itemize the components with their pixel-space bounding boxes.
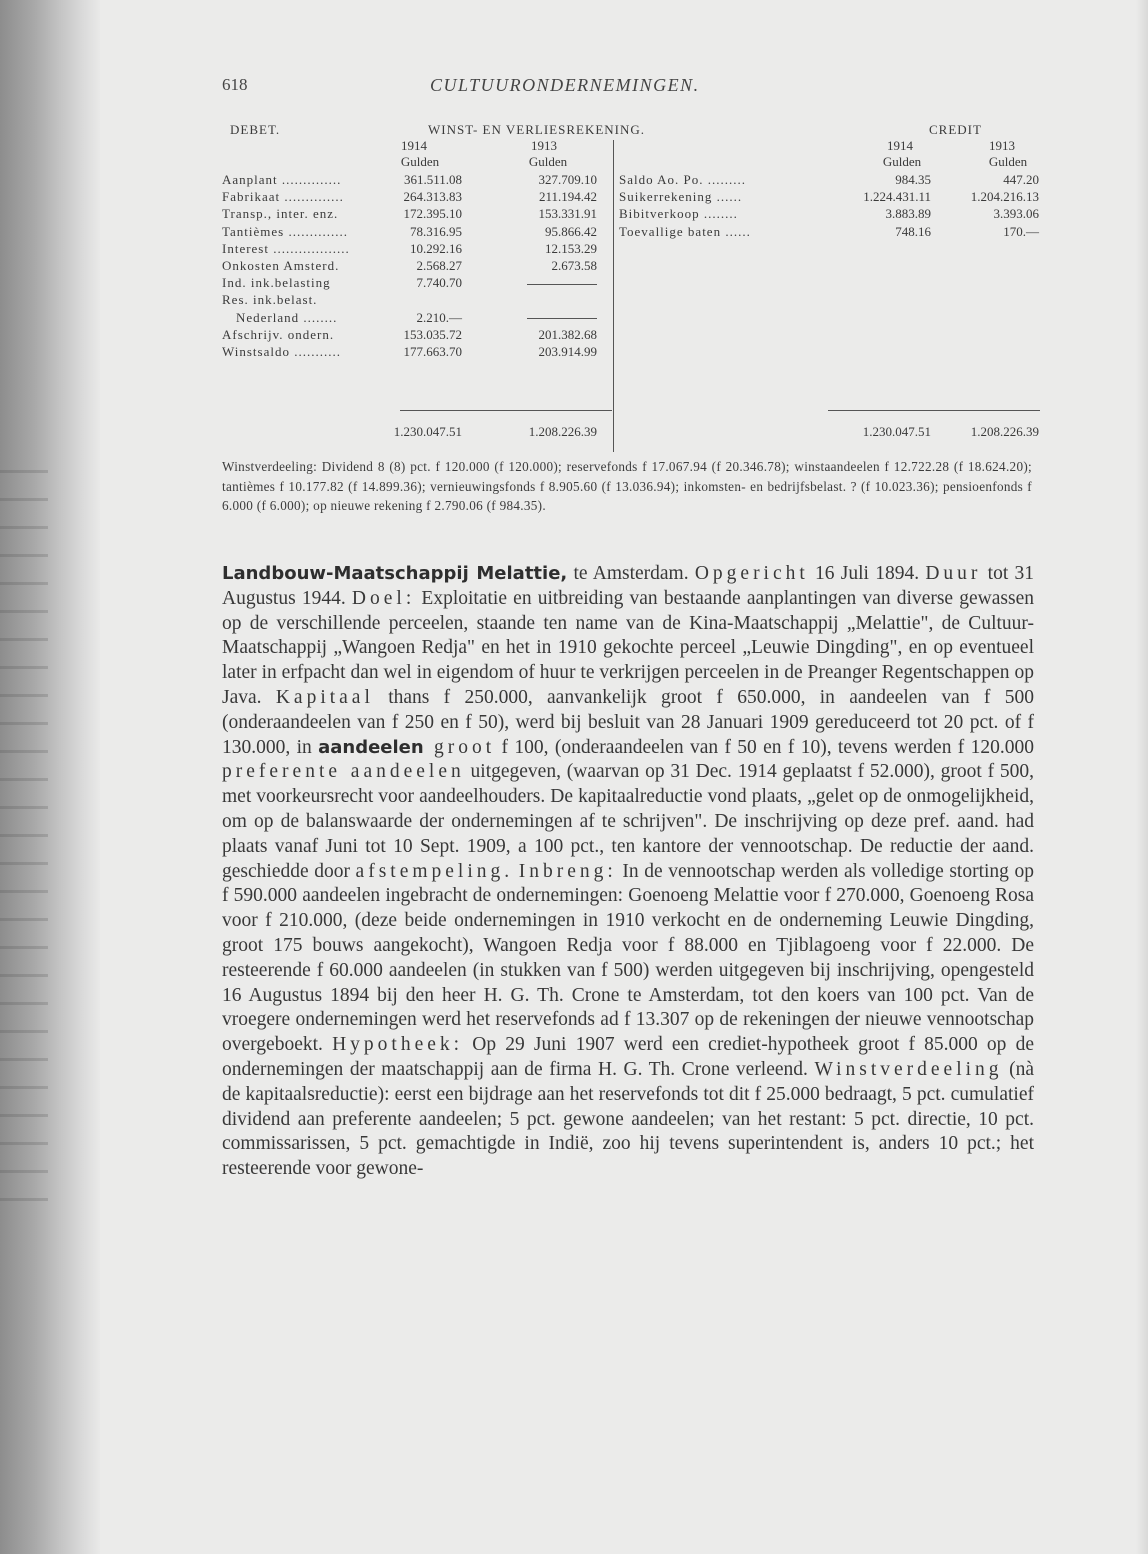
value-1913: 153.331.91 — [538, 206, 597, 222]
label-afstempeling: afstempeling. — [355, 860, 514, 882]
company-entry — [222, 562, 1034, 1182]
credit-year-1913: 1913 — [989, 138, 1015, 153]
value-1913-nil-dash — [487, 274, 597, 291]
entry-text: 16 Juli 1894. — [808, 563, 926, 584]
debet-rows — [222, 171, 612, 360]
value-1914: 78.316.95 — [410, 223, 462, 239]
value-1913: 203.914.99 — [538, 343, 597, 359]
column-divider — [613, 140, 614, 452]
credit-total-1913: 1.208.226.39 — [970, 424, 1039, 439]
value-1914: 984.35 — [895, 172, 931, 187]
row-label: Afschrijv. ondern. — [222, 326, 335, 342]
debet-total-1913: 1.208.226.39 — [528, 424, 597, 439]
page-right-edge — [1136, 0, 1148, 1554]
row-label: Fabrikaat .............. — [222, 189, 344, 205]
debet-sum-rule — [400, 410, 612, 411]
row-label: Toevallige baten ...... — [619, 223, 751, 239]
table-row — [222, 309, 612, 326]
row-label: Onkosten Amsterd. — [222, 257, 340, 273]
row-label: Transp., inter. enz. — [222, 206, 339, 222]
value-1914: 2.568.27 — [416, 257, 462, 273]
table-row — [222, 223, 612, 240]
table-row — [222, 257, 612, 274]
credit-unit-1913: Gulden — [988, 154, 1028, 169]
value-1914: 361.511.08 — [403, 172, 462, 187]
table-row — [222, 240, 612, 257]
label-duur: Duur — [925, 563, 982, 584]
value-1914: 748.16 — [895, 223, 931, 239]
company-name: Landbouw-Maatschappij Melattie, — [222, 563, 568, 584]
profit-loss-account-table — [222, 122, 1044, 452]
debet-year-1914: 1914 — [401, 138, 427, 153]
table-row — [619, 171, 1044, 188]
value-1914: 10.292.16 — [410, 240, 462, 256]
value-1913: 170.— — [1003, 223, 1039, 239]
credit-unit-1914: Gulden — [882, 154, 922, 169]
value-1913: 2.673.58 — [551, 257, 597, 273]
debet-year-1913: 1913 — [531, 138, 557, 153]
profit-distribution-note: Winstverdeeling: Dividend 8 (8) pct. f 120.000 (f 120.000); reservefonds f 17.067.94 (f 20.346.78); winstaandeelen f 12.722.28 (f 18.624.20); tantièmes f 10.177.82 (f 14.899.36); vernieuwingsfonds f 8.905.60 (f 13.036.94); inkomsten- en bedrijfsbelast. ? (f 10.023.36); pensioenfonds f 6.000 (f 6.000); op nieuwe rekening f 2.790.06 (f 984.35). — [222, 459, 1032, 513]
entry-paragraph — [222, 562, 1034, 1182]
table-row — [222, 205, 612, 222]
row-label: Nederland ........ — [236, 309, 338, 325]
table-row — [619, 223, 1044, 240]
entry-text: uitgegeven, (waarvan op 31 Dec. 1914 geplaatst f 52.000), groot f 500, met voorkeursrecht voor aandeelhouders. De kapitaalreductie vond plaats, „gelet op de onmogelijkheid, om op de balanswaarde der ondernemingen af te schrijven". De inschrijving op deze pref. aand. had plaats vanaf Juni tot 10 Sept. 1909, a 100 pct., ten kantore der vennootschap. De reductie der aand. geschiedde door — [222, 761, 1034, 882]
label-aandeelen: aandeelen — [318, 736, 424, 758]
credit-sum-rule — [828, 410, 1040, 411]
entry-text: te Amsterdam. — [567, 563, 695, 584]
credit-total-1914: 1.230.047.51 — [862, 424, 931, 439]
value-1914: 177.663.70 — [403, 343, 462, 359]
entry-text: f 100, (onderaandeelen van f 50 en f 10), tevens werden f 120.000 — [495, 736, 1034, 758]
value-1913: 95.866.42 — [545, 223, 597, 239]
credit-heading: CREDIT — [929, 122, 982, 137]
value-1914: 264.313.83 — [403, 189, 462, 205]
entry-text: In de vennootschap werden als volledige storting op f 590.000 aandeelen ingebracht de ondernemingen: Goenoeng Melattie voor f 270.000, Goenoeng Rosa voor f 210.000, (deze beide ondernemingen in 1910 verkocht en de onderneming Leuwie Dingding, groot 175 bouws aangekocht), Wangoen Redja voor f 88.000 en Tjiblagoeng voor f 22.000. De resteerende f 60.000 aandeelen (in stukken van f 500) werden uitgegeven bij inschrijving, opengesteld 16 Augustus 1894 bij den heer H. G. Th. Crone te Amsterdam, tot den koers van 100 pct. Van de vroegere ondernemingen werd het reservefonds ad f 13.307 op de rekeningen der nieuwe vennootschap overgeboekt. — [222, 860, 1035, 1056]
entry-text: Op 29 Juni 1907 werd een crediet-hypotheek groot f 85.000 op de ondernemingen der maatschappij aan de firma H. G. Th. Crone verleend. — [222, 1034, 1034, 1080]
table-row — [222, 171, 612, 188]
row-label: Interest .................. — [222, 240, 350, 256]
value-1914: 3.883.89 — [885, 206, 931, 222]
value-1913-nil-dash — [487, 309, 597, 326]
table-row — [222, 343, 612, 360]
value-1914: 1.224.431.11 — [863, 189, 931, 205]
page-header — [222, 75, 1042, 105]
row-label: Ind. ink.belasting — [222, 275, 331, 291]
table-row — [619, 188, 1044, 205]
debet-total-1914: 1.230.047.51 — [393, 424, 462, 439]
label-doel: Doel: — [351, 587, 416, 609]
label-groot: groot — [423, 736, 496, 758]
value-1913: 1.204.216.13 — [970, 189, 1039, 205]
debet-heading: DEBET. — [230, 122, 281, 137]
debet-unit-1913: Gulden — [528, 154, 568, 169]
entry-text: thans f 250.000, aanvankelijk groot f 650.000, in aandeelen van f 500 (onderaandeelen van f 250 en f 50), werd bij besluit van 28 Januari 1909 gereduceerd tot 20 pct. of f 130.000, in — [222, 686, 1034, 758]
value-1914: 2.210.— — [416, 309, 462, 325]
row-label: Suikerrekening ...... — [619, 189, 743, 205]
label-opgericht: Opgericht — [694, 563, 809, 584]
credit-rows — [619, 171, 1044, 240]
label-preferente-aandeelen: preferente aandeelen — [222, 761, 465, 783]
table-row — [222, 291, 612, 308]
table-row — [222, 274, 612, 291]
running-title: CULTUURONDERNEMINGEN. — [430, 75, 700, 95]
value-1914: 153.035.72 — [403, 326, 462, 342]
row-label: Res. ink.belast. — [222, 292, 318, 308]
entry-text: tot 31 Augustus 1944. — [222, 563, 1034, 609]
row-label: Tantièmes .............. — [222, 223, 348, 239]
entry-text: Exploitatie en uitbreiding van bestaande aanplantingen van diverse gewassen op de verschillende perceelen, staande ten name van de Kina-Maatschappij „Melattie", de Cultuur-Maatschappij „Wangoen Redja" en het in 1910 gekochte perceel „Leuwie Dingding", en op eventueel later in erfpacht dan wel in eigendom of huur te verkrijgen perceelen in de Preanger Regentschappen op Java. — [222, 587, 1034, 708]
table-row — [619, 205, 1044, 222]
entry-text: (nà de kapitaalsreductie): eerst een bijdrage aan het reservefonds tot dit f 25.000 bedraagt, 5 pct. cumulatief dividend aan preferente aandeelen; 5 pct. gewone aandeelen; van het restant: 5 pct. directie, 10 pct. commissarissen, 5 pct. gemachtigde in Indië, zoo hij tevens superintendent is, anders 10 pct.; het resteerende voor gewone- — [222, 1058, 1034, 1180]
credit-year-1914: 1914 — [887, 138, 913, 153]
debet-unit-1914: Gulden — [400, 154, 440, 169]
account-title: WINST- EN VERLIESREKENING. — [428, 122, 646, 137]
label-winstverdeeling: Winstverdeeling — [814, 1058, 1003, 1080]
row-label: Winstsaldo ........... — [222, 343, 341, 359]
adjacent-page-bleed — [0, 470, 48, 1210]
value-1913: 201.382.68 — [538, 326, 597, 342]
label-kapitaal: Kapitaal — [275, 686, 374, 708]
label-inbreng: Inbreng: — [518, 860, 617, 882]
value-1913: 447.20 — [1003, 172, 1039, 187]
row-label: Bibitverkoop ........ — [619, 206, 738, 222]
table-row — [222, 326, 612, 343]
label-hypotheek: Hypotheek: — [332, 1034, 464, 1056]
value-1914: 7.740.70 — [416, 275, 462, 291]
value-1913: 12.153.29 — [545, 240, 597, 256]
value-1914: 172.395.10 — [403, 206, 462, 222]
value-1913: 211.194.42 — [538, 189, 597, 205]
row-label: Saldo Ao. Po. ......... — [619, 172, 747, 187]
value-1913: 3.393.06 — [993, 206, 1039, 222]
value-1913: 327.709.10 — [538, 172, 597, 187]
page-number: 618 — [222, 75, 248, 94]
row-label: Aanplant .............. — [222, 172, 342, 187]
table-row — [222, 188, 612, 205]
